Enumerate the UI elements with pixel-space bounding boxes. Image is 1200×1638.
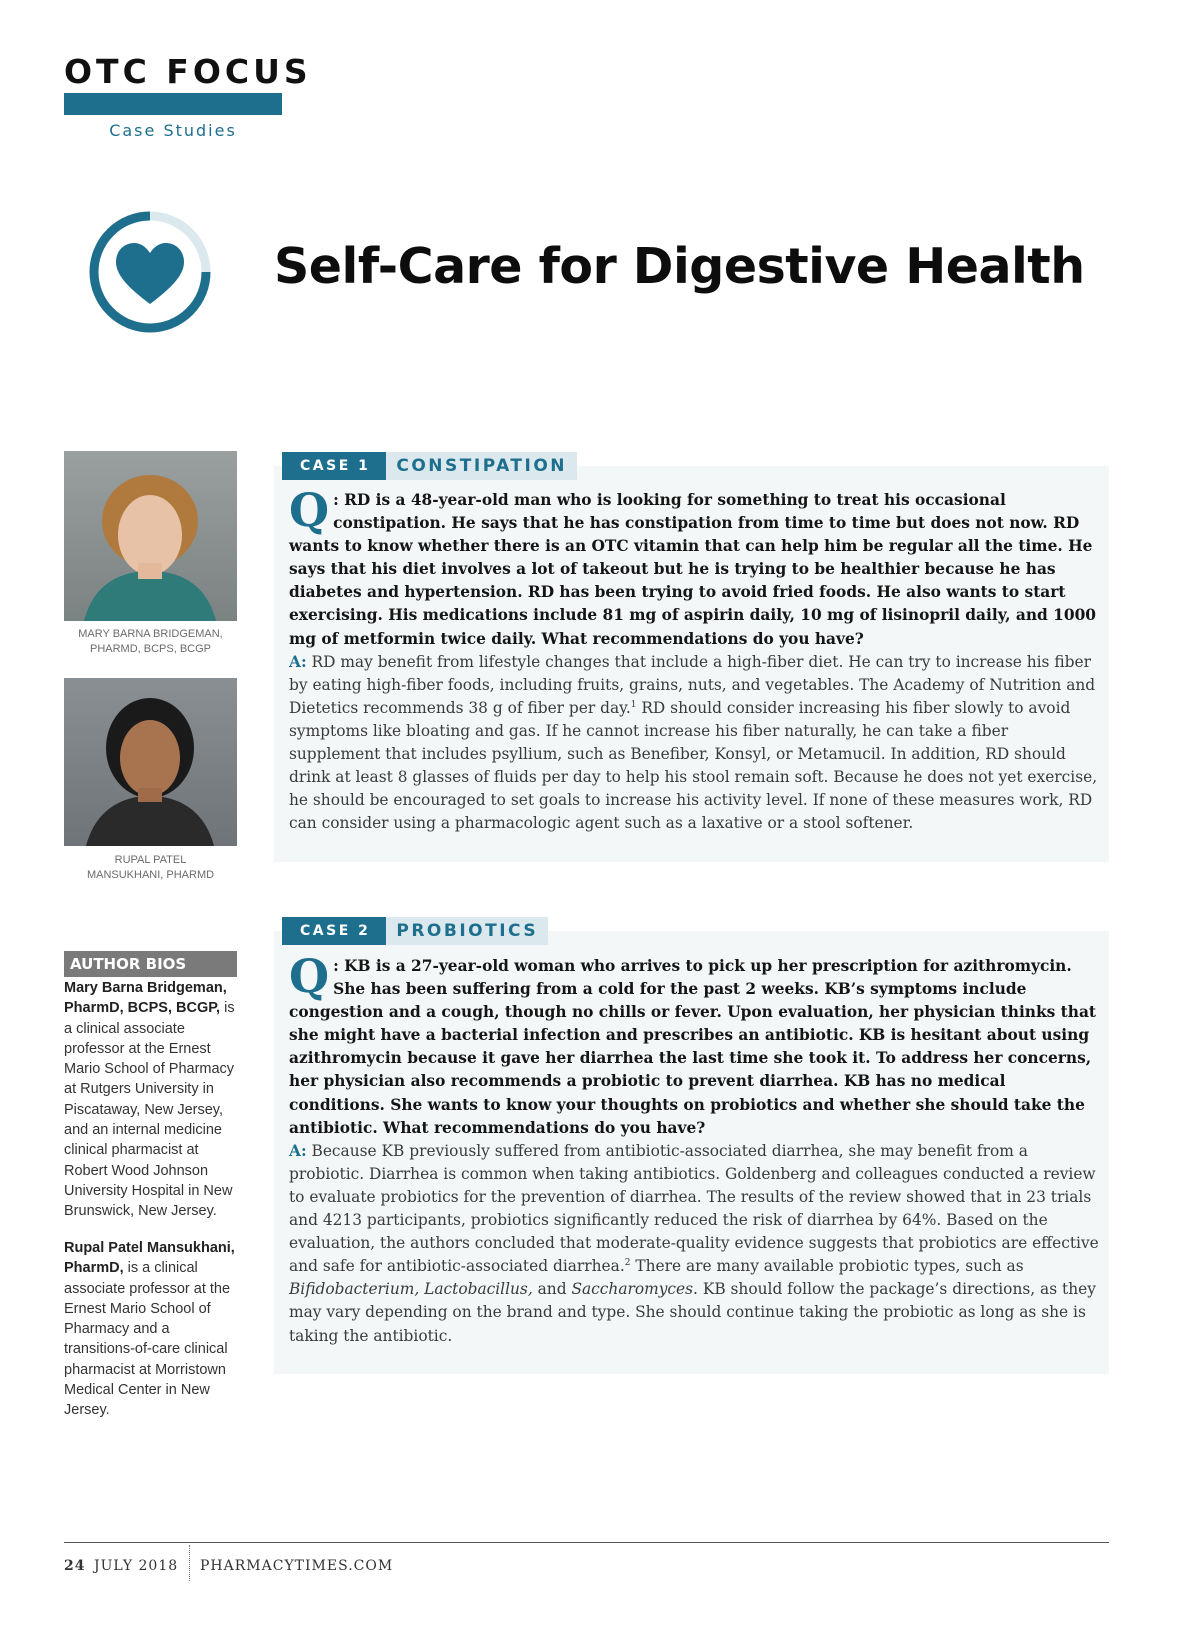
footer-rule: [64, 1542, 1109, 1543]
case-2-topic: PROBIOTICS: [386, 917, 548, 945]
case-1-label: CASE 1: [282, 452, 386, 480]
author-caption-mansukhani: RUPAL PATEL MANSUKHANI, PHARMD: [86, 854, 215, 881]
case-1-q-letter: Q: [289, 483, 330, 537]
page-number: 24: [64, 1558, 86, 1574]
case-1-topic: CONSTIPATION: [386, 452, 577, 480]
case-1-answer: A: RD may benefit from lifestyle changes that include a high-fiber diet. He can try to increase his fiber by eating high-fiber foods, including fruits, grains, nuts, and vegetables. The Academy of Nutrition and Dietetics recommends 38 g of fiber per day.$^1$ RD should consider increasing his fiber slowly to avoid symptoms like bloating and gas. If he cannot increase his fiber naturally, he can take a fiber supplement that includes psyllium, such as Benefiber, Konsyl, or Metamucil. In addition, RD should drink at least 8 glasses of fluids per day to help his stool remain soft. Because he does not yet exercise, he should be encouraged to set goals to increase his activity level. If none of these measures work, RD can consider using a pharmacologic agent such as a laxative or a stool softener.: [289, 652, 1098, 833]
case-1-text: [289, 483, 1099, 835]
case-1-tab: [282, 452, 577, 480]
section-bar: [64, 93, 282, 115]
author-bios-heading: AUTHOR BIOS: [64, 951, 237, 977]
section-title: OTC FOCUS: [64, 52, 312, 91]
issue-date: JULY 2018: [94, 1558, 179, 1574]
case-2-question: Q : KB is a 27-year-old woman who arrives to pick up her prescription for azithromycin. She has been suffering from a cold for the past 2 weeks. KB’s symptoms include congestion and a cough, though no chills or fever. Upon evaluation, her physician thinks that she might have a bacterial infection and prescribes an antibiotic. KB is hesitant about using azithromycin because it gave her diarrhea the last time she took it. To address her concerns, her physician also recommends a probiotic to prevent diarrhea. KB has no medical conditions. She wants to know your thoughts on probiotics and whether she should take the antibiotic. What recommendations do you have?: [289, 949, 1097, 1137]
author-photo-bridgeman: [64, 451, 237, 621]
author-bio-mansukhani: Rupal Patel Mansukhani, PharmD, is a clinical associate professor at the Ernest Mario School of Pharmacy and a transitions-of-care clinical pharmacist at Morristown Medical Center in New Jersey.: [64, 1240, 235, 1419]
footer-divider: [189, 1545, 190, 1581]
case-2-tab: [282, 917, 548, 945]
case-2-label: CASE 2: [282, 917, 386, 945]
page-title: Self-Care for Digestive Health: [274, 238, 1085, 295]
case-2-text: [289, 949, 1099, 1348]
heart-icon: [86, 208, 214, 336]
author-photo-mansukhani: [64, 678, 237, 846]
section-subtitle: Case Studies: [109, 121, 237, 140]
case-1-question: Q : RD is a 48-year-old man who is looking for something to treat his occasional constipation. He says that he has constipation from time to time but does not now. RD wants to know whether there is an OTC vitamin that can help him be regular all the time. He says that his diet involves a lot of takeout but he is trying to be healthier because he has diabetes and hypertension. RD has been trying to avoid fried foods. He also wants to start exercising. His medications include 81 mg of aspirin daily, 10 mg of lisinopril daily, and 1000 mg of metformin twice daily. What recommendations do you have?: [289, 483, 1097, 648]
case-2-answer: A: Because KB previously suffered from antibiotic-associated diarrhea, she may benefit from a probiotic. Diarrhea is common when taking antibiotics. Goldenberg and colleagues conducted a review to evaluate probiotics for the prevention of diarrhea. The results of the review showed that in 23 trials and 4213 participants, probiotics significantly reduced the risk of diarrhea by 64%. Based on the evaluation, the authors concluded that moderate-quality evidence suggests that probiotics are effective and safe for antibiotic-associated diarrhea.$^2$ There are many available probiotic types, such as Bifidobacterium, Lactobacillus, and Saccharomyces. KB should follow the package’s directions, as they may vary depending on the brand and type. She should continue taking the probiotic as long as she is taking the antibiotic.: [289, 1141, 1099, 1345]
site-name: PHARMACYTIMES.COM: [200, 1558, 394, 1574]
author-caption-bridgeman: MARY BARNA BRIDGEMAN, PHARMD, BCPS, BCGP: [78, 628, 223, 655]
case-2-q-letter: Q: [289, 949, 330, 1003]
author-bio-bridgeman: Mary Barna Bridgeman, PharmD, BCPS, BCGP, is a clinical associate professor at the Ernest Mario School of Pharmacy at Rutgers University in Piscataway, New Jersey, and an internal medicine clinical pharmacist at Robert Wood Johnson University Hospital in New Brunswick, New Jersey.: [64, 980, 235, 1220]
